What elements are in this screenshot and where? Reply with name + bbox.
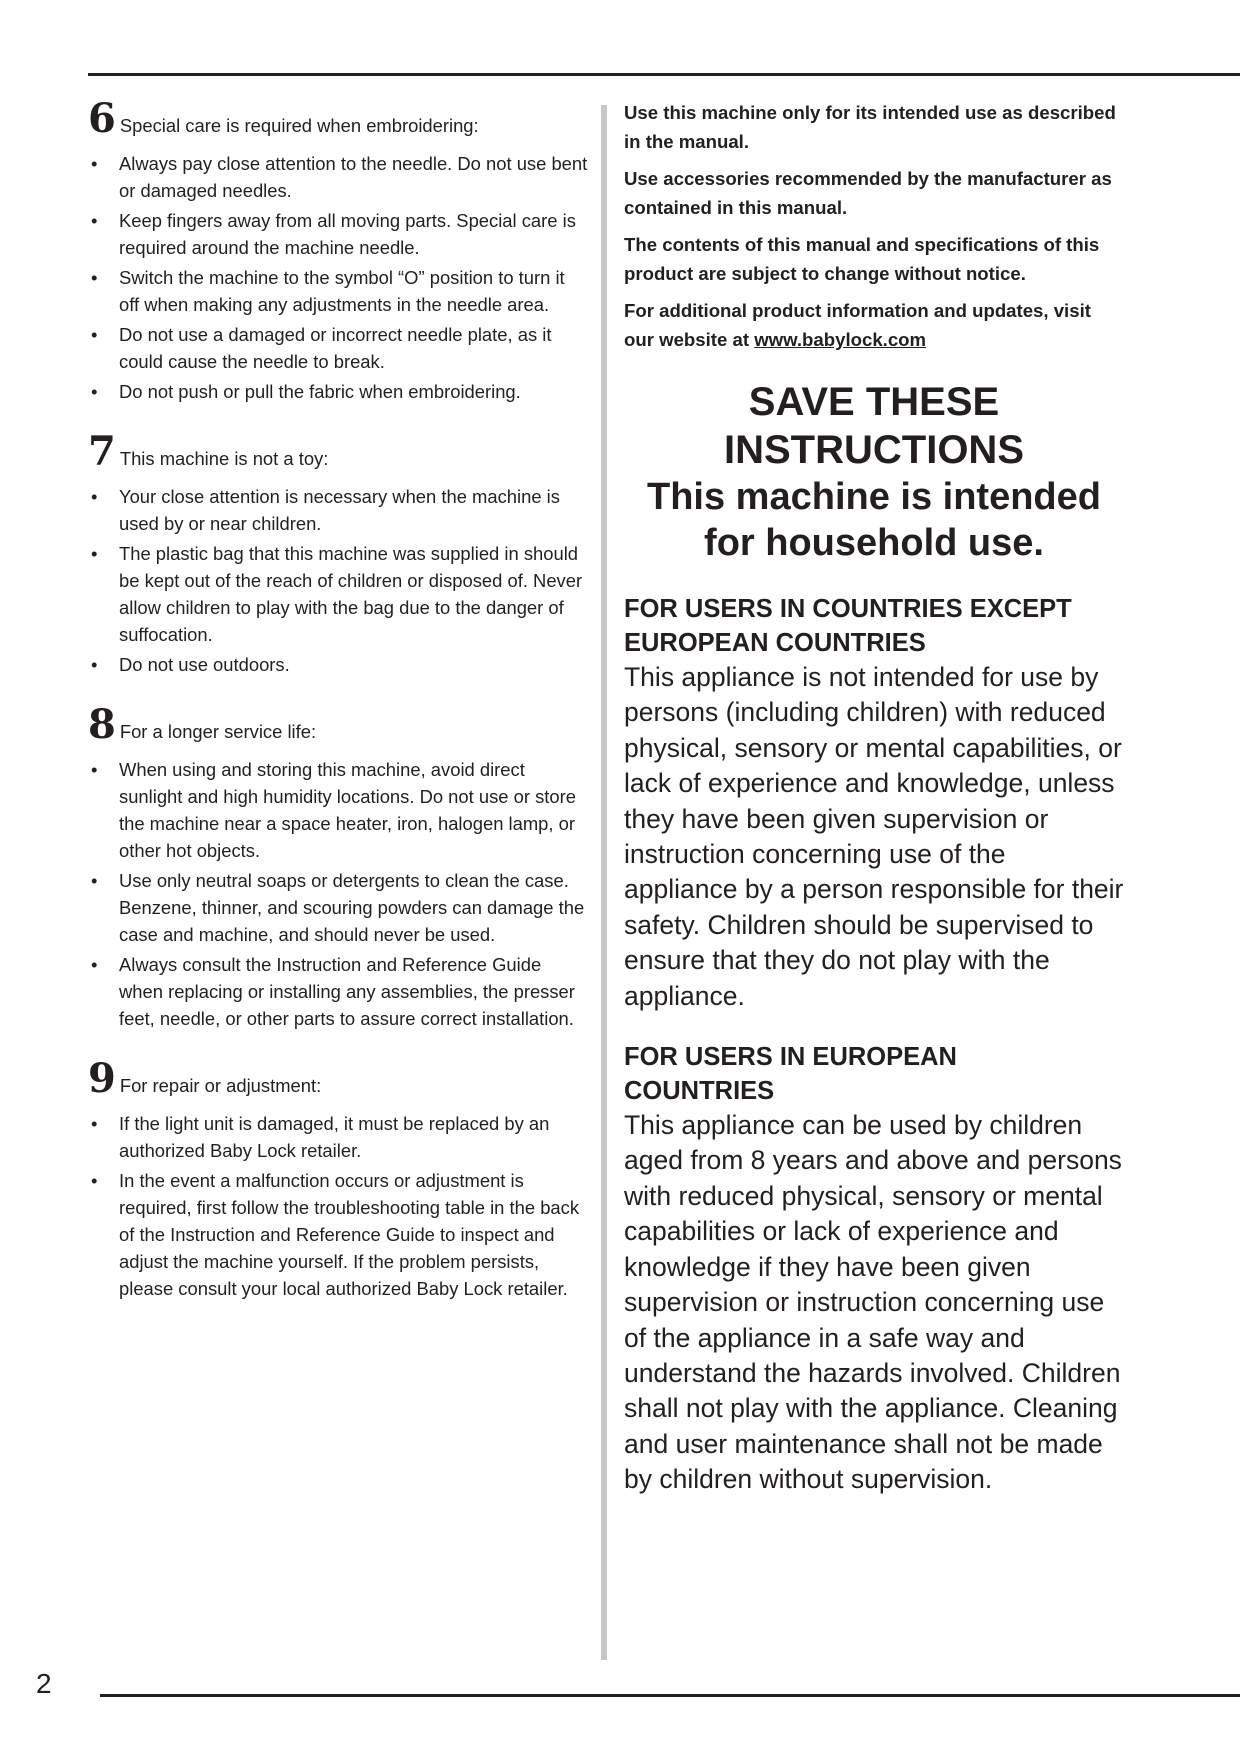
bullet-icon: • — [91, 1170, 98, 1191]
intended-use-note: Use this machine only for its intended use as described in the manual. — [624, 102, 1116, 152]
bullet-list — [88, 150, 588, 405]
list-item-text: When using and storing this machine, avoid direct sunlight and high humidity locations. Do not use or store the machine near a space heater, iron, halogen lamp, or other hot objects. — [119, 759, 576, 861]
list-item — [88, 483, 588, 537]
eu-heading-line1: FOR USERS IN EUROPEAN — [624, 1043, 957, 1072]
bullet-list — [88, 1110, 588, 1302]
list-item-text: In the event a malfunction occurs or adjustment is required, first follow the troubleshooting table in the back of the Instruction and Reference Guide to inspect and adjust the machine yourself. If the problem persists, please consult your local authorized Baby Lock retailer. — [119, 1170, 580, 1299]
list-item-text: Switch the machine to the symbol “O” position to turn it off when making any adjustments in the needle area. — [119, 267, 565, 315]
list-item — [88, 651, 588, 678]
page-number: 2 — [36, 1668, 52, 1699]
eu-heading-line2: COUNTRIES — [624, 1077, 775, 1106]
section-title: Special care is required when embroidering: — [119, 115, 479, 136]
list-item — [88, 378, 588, 405]
list-item-text: Always consult the Instruction and Reference Guide when replacing or installing any assemblies, the presser feet, needle, or other parts to assure correct installation. — [119, 954, 575, 1029]
household-line1: This machine is intended — [647, 476, 1101, 518]
left-column — [88, 96, 588, 1305]
save-instructions-block — [624, 378, 1124, 566]
list-item — [88, 207, 588, 261]
bullet-list — [88, 756, 588, 1032]
section-number: 9 — [88, 1055, 116, 1102]
list-item-text: Always pay close attention to the needle. Do not use bent or damaged needles. — [119, 153, 588, 201]
section-header — [88, 702, 588, 748]
section-9 — [88, 1056, 588, 1302]
right-column — [624, 98, 1124, 1498]
specifications-note: The contents of this manual and specifications of this product are subject to change without notice. — [624, 234, 1100, 284]
list-item-text: The plastic bag that this machine was supplied in should be kept out of the reach of children or disposed of. Never allow children to play with the bag due to the danger of suffocation. — [119, 543, 583, 645]
bullet-list — [88, 483, 588, 678]
list-item-text: Do not push or pull the fabric when embroidering. — [119, 381, 521, 402]
section-number: 8 — [88, 701, 116, 748]
list-item — [88, 951, 588, 1032]
list-item-text: Do not use outdoors. — [119, 654, 290, 675]
section-title: This machine is not a toy: — [119, 448, 329, 469]
bullet-icon: • — [91, 210, 98, 231]
section-title: For repair or adjustment: — [119, 1075, 322, 1096]
bottom-rule — [100, 1694, 1240, 1697]
accessories-note: Use accessories recommended by the manufacturer as contained in this manual. — [624, 168, 1112, 218]
section-header — [88, 429, 588, 475]
section-number: 6 — [88, 95, 116, 142]
list-item-text: Use only neutral soaps or detergents to clean the case. Benzene, thinner, and scouring powders can damage the case and machine, and should never be used. — [119, 870, 585, 945]
list-item-text: Your close attention is necessary when the machine is used by or near children. — [119, 486, 560, 534]
save-heading-line2: INSTRUCTIONS — [724, 428, 1024, 472]
bullet-icon: • — [91, 654, 98, 675]
section-8 — [88, 702, 588, 1032]
website-link[interactable]: www.babylock.com — [754, 329, 927, 350]
bullet-icon: • — [91, 543, 98, 564]
list-item-text: Keep fingers away from all moving parts. Special care is required around the machine needle. — [119, 210, 576, 258]
column-divider — [601, 105, 607, 1660]
bullet-icon: • — [91, 759, 98, 780]
bullet-icon: • — [91, 381, 98, 402]
household-line2: for household use. — [704, 522, 1044, 564]
section-6 — [88, 96, 588, 405]
bullet-icon: • — [91, 267, 98, 288]
section-number: 7 — [88, 428, 116, 475]
list-item — [88, 756, 588, 864]
section-title: For a longer service life: — [119, 721, 317, 742]
bullet-icon: • — [91, 486, 98, 507]
non-eu-heading-line2: EUROPEAN COUNTRIES — [624, 629, 926, 657]
website-note — [624, 296, 1124, 354]
non-eu-body: This appliance is not intended for use by persons (including children) with reduced physical, sensory or mental capabilities, or lack of experience and knowledge, unless they have been given supervision or instruction concerning use of the appliance by a person responsible for their safety. Children should be supervised to ensure that they do not play with the appliance. — [624, 662, 1124, 1011]
list-item — [88, 1110, 588, 1164]
bullet-icon: • — [91, 1113, 98, 1134]
eu-users-section — [624, 1040, 1124, 1497]
section-7 — [88, 429, 588, 678]
list-item — [88, 264, 588, 318]
section-header — [88, 1056, 588, 1102]
bullet-icon: • — [91, 153, 98, 174]
website-note-text: For additional product information and updates, visit our website at — [624, 300, 1091, 350]
bullet-icon: • — [91, 870, 98, 891]
list-item — [88, 321, 588, 375]
section-header — [88, 96, 588, 142]
list-item-text: Do not use a damaged or incorrect needle plate, as it could cause the needle to break. — [119, 324, 552, 372]
list-item — [88, 540, 588, 648]
list-item — [88, 1167, 588, 1302]
list-item — [88, 867, 588, 948]
top-rule — [88, 73, 1240, 76]
bullet-icon: • — [91, 324, 98, 345]
save-heading-line1: SAVE THESE — [748, 380, 1000, 424]
bullet-icon: • — [91, 954, 98, 975]
non-eu-users-section — [624, 592, 1124, 1014]
eu-body: This appliance can be used by children aged from 8 years and above and persons with reduced physical, sensory or mental capabilities or lack of experience and knowledge if they have been given supervision or instruction concerning use of the appliance in a safe way and understand the hazards involved. Children shall not play with the appliance. Cleaning and user maintenance shall not be made by children without supervision. — [624, 1110, 1122, 1495]
list-item-text: If the light unit is damaged, it must be replaced by an authorized Baby Lock retailer. — [119, 1113, 550, 1161]
non-eu-heading-line1: FOR USERS IN COUNTRIES EXCEPT — [624, 595, 1072, 623]
list-item — [88, 150, 588, 204]
